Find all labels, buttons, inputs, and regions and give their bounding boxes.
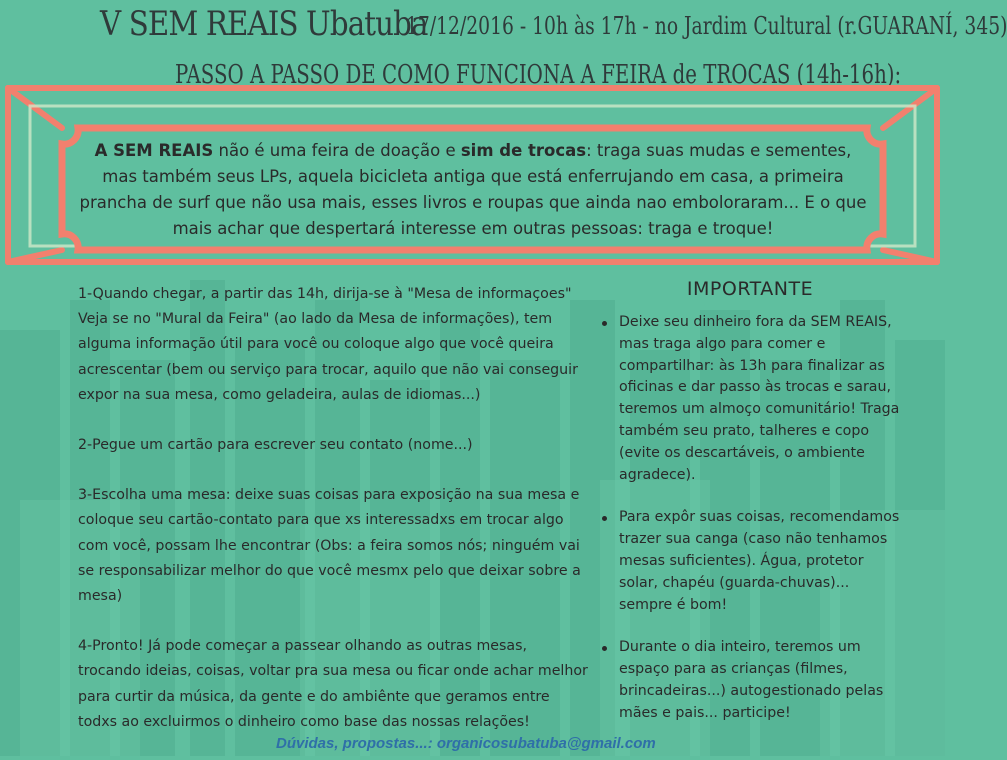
intro-highlight-name: A SEM REAIS [94, 141, 214, 160]
important-item: Durante o dia inteiro, teremos um espaço para as crianças (filmes, brincadeiras...) autogestionado pelas mães e pais... participe! [600, 637, 900, 724]
step-2: 2-Pegue um cartão para escrever seu contato (nome...) [78, 437, 473, 454]
important-item: Para expôr suas coisas, recomendamos trazer sua canga (caso não tenhamos mesas suficientes). Água, protetor solar, chapéu (guarda-chuvas)... sempre é bom! [600, 507, 900, 616]
step-4: 4-Pronto! Já pode começar a passear olhando as outras mesas, trocando ideias, coisas, voltar pra sua mesa ou ficar onde achar melhor para curtir da música, da gente e do ambiênte que geramos entre todxs ao excluirmos o dinheiro como base das nossas relações! [78, 638, 588, 730]
event-title: V SEM REAIS Ubatuba [100, 4, 428, 44]
intro-paragraph [78, 138, 868, 242]
important-item: Deixe seu dinheiro fora da SEM REAIS, mas traga algo para comer e compartilhar: às 13h para finalizar as oficinas e dar passo às trocas e sarau, teremos um almoço comunitário! Traga também seu prato, talheres e copo (evite os descartáveis, o ambiente agradece). [600, 312, 900, 486]
steps-list [78, 282, 588, 760]
intro-text-a: não é uma feira de doação e [213, 141, 461, 160]
page-subtitle: PASSO A PASSO DE COMO FUNCIONA A FEIRA de TROCAS (14h-16h): [175, 60, 902, 90]
important-list [600, 312, 900, 746]
important-heading: IMPORTANTE [686, 278, 814, 300]
intro-highlight-trades: sim de trocas [460, 141, 587, 160]
event-date-location: 17/12/2016 - 10h às 17h - no Jardim Cultural (r.GUARANÍ, 345) [406, 12, 1007, 40]
step-3: 3-Escolha uma mesa: deixe suas coisas para exposição na sua mesa e coloque seu cartão-contato para que xs interessadxs em trocar algo com você, possam lhe encontrar (Obs: a feira somos nós; ninguém vai se responsabilizar melhor do que você mesmx pelo que deixar sobre a mesa) [78, 487, 581, 605]
intro-text-b: : traga suas mudas e sementes, mas também seus LPs, aquela bicicleta antiga que está enferrujando em casa, a primeira prancha de surf que não usa mais, esses livros e roupas que ainda nao emboloraram... E o que mais achar que despertará interesse em outras pessoas: traga e troque! [79, 141, 867, 238]
step-1: 1-Quando chegar, a partir das 14h, dirija-se à "Mesa de informaçoes" Veja se no "Mural da Feira" (ao lado da Mesa de informações), tem alguma informação útil para você ou coloque algo que você queira acrescentar (bem ou serviço para trocar, aquilo que não vai conseguir expor na sua mesa, como geladeira, aulas de idiomas...) [78, 286, 578, 403]
contact-email-link[interactable]: Dúvidas, propostas...: organicosubatuba@gmail.com [276, 735, 656, 752]
